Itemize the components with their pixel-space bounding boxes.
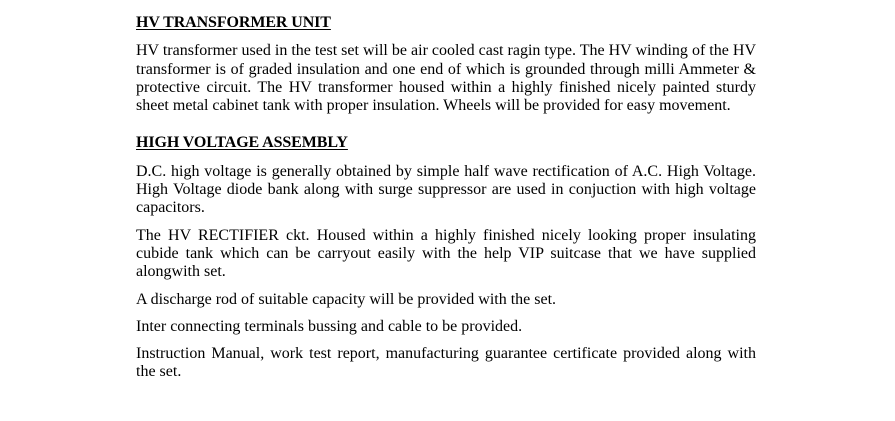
document-page [136,14,756,382]
paragraph: D.C. high voltage is generally obtained by simple half wave rectification of A.C. High Voltage. High Voltage diode bank along with surge suppressor are used in conjuction with high voltage capacitors. [136,162,756,217]
section-heading: HIGH VOLTAGE ASSEMBLY [136,134,348,152]
section-high-voltage-assembly [136,134,756,381]
paragraph: A discharge rod of suitable capacity will be provided with the set. [136,290,557,308]
section-heading: HV TRANSFORMER UNIT [136,14,331,31]
section-hv-transformer-unit [136,14,756,115]
paragraph: The HV RECTIFIER ckt. Housed within a highly finished nicely looking proper insulating cubide tank which can be carryout easily with the help VIP suitcase that we have supplied alongwith set. [136,226,756,281]
paragraph: Instruction Manual, work test report, manufacturing guarantee certificate provided along with the set. [136,345,756,381]
paragraph: HV transformer used in the test set will be air cooled cast ragin type. The HV winding of the HV transformer is of graded insulation and one end of which is grounded through milli Ammeter & protective circuit. The HV transformer housed within a highly finished nicely painted sturdy sheet metal cabinet tank with proper insulation. Wheels will be provided for easy movement. [136,42,756,115]
paragraph: Inter connecting terminals bussing and cable to be provided. [136,317,523,335]
